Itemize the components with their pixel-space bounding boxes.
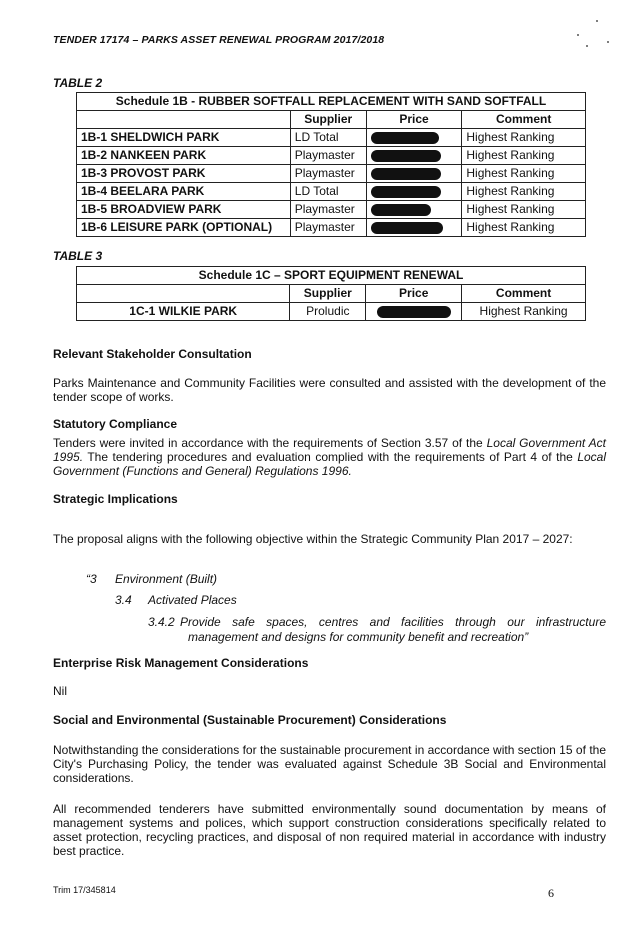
trim-reference: Trim 17/345814 (53, 885, 116, 895)
supplier-cell: LD Total (290, 129, 366, 147)
table-row (77, 303, 586, 321)
supplier-cell: Proludic (290, 303, 366, 321)
statutory-act: Local Government Act 1995. (53, 436, 607, 464)
park-name: 1B-1 SHELDWICH PARK (77, 129, 291, 147)
table-row (77, 219, 586, 237)
social-heading: Social and Environmental (Sustainable Procurement) Considerations (53, 713, 447, 727)
park-name: 1B-4 BEELARA PARK (77, 183, 291, 201)
comment-cell: Highest Ranking (462, 183, 586, 201)
column-header-price: Price (366, 111, 462, 129)
strategic-body: The proposal aligns with the following objective within the Strategic Community Plan 2017 – 2027: (53, 532, 573, 546)
risk-body: Nil (53, 684, 67, 698)
quote-activated-places: Activated Places (148, 593, 237, 607)
supplier-cell: Playmaster (290, 219, 366, 237)
social-body-1: Notwithstanding the considerations for the sustainable procurement in accordance with section 15 of the City's Purchasing Policy, the tender was evaluated against Schedule 3B Social and Environmental considerations. (53, 743, 606, 785)
table-2-label: TABLE 2 (53, 76, 103, 90)
scan-speck (586, 45, 588, 47)
statutory-text-2: The tendering procedures and evaluation complied with the requirements of Part 4 of the (83, 450, 578, 464)
comment-cell: Highest Ranking (462, 165, 586, 183)
comment-cell: Highest Ranking (462, 303, 586, 321)
supplier-cell: Playmaster (290, 201, 366, 219)
supplier-cell: Playmaster (290, 165, 366, 183)
column-header-comment: Comment (462, 285, 586, 303)
social-body-2: All recommended tenderers have submitted environmentally sound documentation by means of management systems and polices, which support construction considerations specifically related to asset protection, recycling practices, and disposal of non required material in accordance with industry best practice. (53, 802, 606, 858)
comment-cell: Highest Ranking (462, 129, 586, 147)
document-header: TENDER 17174 – PARKS ASSET RENEWAL PROGRAM 2017/2018 (53, 34, 385, 46)
comment-cell: Highest Ranking (462, 201, 586, 219)
column-header-comment: Comment (462, 111, 586, 129)
statutory-body (53, 436, 606, 478)
table-row (77, 201, 586, 219)
quote-objective-line-2: management and designs for community benefit and recreation” (188, 630, 529, 644)
strategic-heading: Strategic Implications (53, 492, 178, 506)
redacted-price (377, 306, 451, 318)
park-name: 1B-5 BROADVIEW PARK (77, 201, 291, 219)
price-cell (366, 201, 462, 219)
schedule-1b-table (76, 92, 586, 237)
statutory-heading: Statutory Compliance (53, 417, 178, 431)
table-title-row (77, 267, 586, 285)
redacted-price (371, 150, 441, 162)
table-header-row (77, 285, 586, 303)
column-header-supplier: Supplier (290, 285, 366, 303)
schedule-1b-title: Schedule 1B - RUBBER SOFTFALL REPLACEMENT WITH SAND SOFTFALL (77, 93, 586, 111)
table-row (77, 147, 586, 165)
table-header-row (77, 111, 586, 129)
quote-number-3: “3 (86, 572, 97, 586)
risk-heading: Enterprise Risk Management Considerations (53, 656, 309, 670)
price-cell (366, 303, 462, 321)
table-3-label: TABLE 3 (53, 249, 103, 263)
quote-number-3-4-2: 3.4.2 (148, 615, 175, 629)
park-name: 1B-2 NANKEEN PARK (77, 147, 291, 165)
redacted-price (371, 222, 443, 234)
statutory-text-1: Tenders were invited in accordance with the requirements of Section 3.57 of the (53, 436, 487, 450)
redacted-price (371, 204, 431, 216)
park-name: 1C-1 WILKIE PARK (77, 303, 290, 321)
stakeholder-body: Parks Maintenance and Community Facilities were consulted and assisted with the development of the tender scope of works. (53, 376, 606, 404)
column-header-price: Price (366, 285, 462, 303)
table-title-row (77, 93, 586, 111)
park-name: 1B-3 PROVOST PARK (77, 165, 291, 183)
scan-speck (596, 20, 598, 22)
price-cell (366, 219, 462, 237)
column-header-supplier: Supplier (290, 111, 366, 129)
redacted-price (371, 168, 441, 180)
schedule-1c-title: Schedule 1C – SPORT EQUIPMENT RENEWAL (77, 267, 586, 285)
quote-environment-built: Environment (Built) (115, 572, 218, 586)
price-cell (366, 147, 462, 165)
price-cell (366, 129, 462, 147)
redacted-price (371, 186, 441, 198)
scan-speck (607, 41, 609, 43)
comment-cell: Highest Ranking (462, 219, 586, 237)
supplier-cell: Playmaster (290, 147, 366, 165)
schedule-1c-table (76, 266, 586, 321)
statutory-regulations: Local Government (Functions and General) Regulations 1996. (53, 450, 606, 478)
table-row (77, 183, 586, 201)
stakeholder-heading: Relevant Stakeholder Consultation (53, 347, 252, 361)
scan-speck (577, 34, 579, 36)
redacted-price (371, 132, 439, 144)
table-row (77, 165, 586, 183)
column-header-name (77, 285, 290, 303)
park-name: 1B-6 LEISURE PARK (OPTIONAL) (77, 219, 291, 237)
table-row (77, 129, 586, 147)
price-cell (366, 165, 462, 183)
page-number: 6 (548, 886, 554, 900)
supplier-cell: LD Total (290, 183, 366, 201)
column-header-name (77, 111, 291, 129)
quote-number-3-4: 3.4 (115, 593, 132, 607)
comment-cell: Highest Ranking (462, 147, 586, 165)
price-cell (366, 183, 462, 201)
quote-objective-line-1: Provide safe spaces, centres and facilities through our infrastructure (180, 615, 606, 629)
